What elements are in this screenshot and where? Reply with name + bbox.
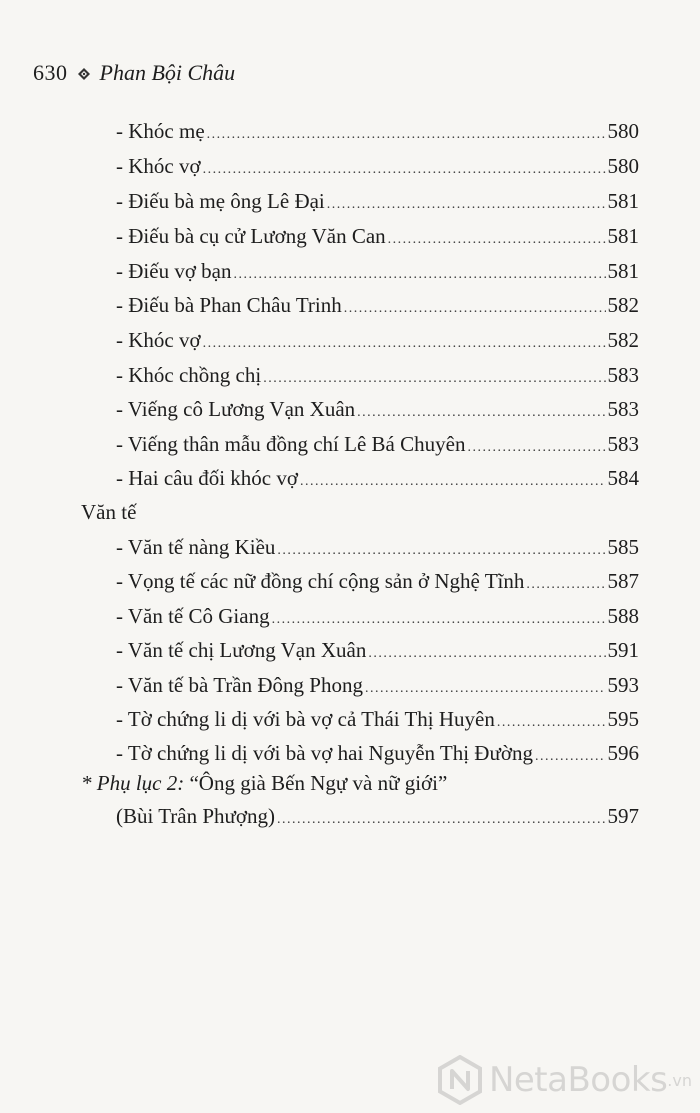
toc-entry-page: 582 (607, 328, 639, 352)
toc-entry-page: 580 (607, 119, 639, 143)
toc-entry-page: 595 (607, 707, 639, 731)
toc-entry (116, 118, 639, 148)
toc-entry-title: - Khóc chồng chị (116, 363, 262, 387)
toc-entry-title: - Văn tế Cô Giang (116, 604, 270, 628)
toc-entry-title: - Khóc vợ (116, 154, 201, 178)
toc-entry-title: - Điếu bà mẹ ông Lê Đại (116, 189, 325, 213)
dot-leader (497, 710, 606, 736)
dot-leader (327, 192, 606, 218)
dot-leader (263, 366, 605, 392)
toc-entry-title: - Điếu vợ bạn (116, 259, 232, 283)
toc-entry-title: - Viếng thân mẫu đồng chí Lê Bá Chuyên (116, 432, 466, 456)
page-number: 630 (33, 60, 68, 85)
toc-entry-page: 581 (607, 189, 639, 213)
dot-leader (272, 607, 606, 633)
dot-leader (368, 641, 605, 667)
toc-entry-page: 582 (607, 293, 639, 317)
toc-entry-title: - Điếu bà cụ cử Lương Văn Can (116, 224, 386, 248)
toc-entry-page: 588 (607, 604, 639, 628)
toc-entry (116, 396, 639, 426)
toc-entry (116, 431, 639, 461)
dot-leader (388, 227, 606, 253)
toc-entry-title: (Bùi Trân Phượng) (116, 804, 276, 828)
toc-entry-page: 591 (607, 638, 639, 662)
hexagon-logo-icon (437, 1055, 483, 1105)
toc-entry-title: - Khóc vợ (116, 328, 201, 352)
toc-entry (116, 188, 639, 218)
toc-entry (116, 803, 639, 833)
watermark (437, 1055, 692, 1105)
dot-leader (365, 676, 606, 702)
toc-entry (116, 327, 639, 357)
toc-entry-page: 583 (607, 397, 639, 421)
toc-entry-title: - Viếng cô Lương Vạn Xuân (116, 397, 356, 421)
toc-entry-page: 583 (607, 432, 639, 456)
appendix-label: * Phụ lục 2: (81, 771, 185, 795)
toc-entry-page: 596 (607, 741, 639, 765)
toc-entry-title: - Văn tế chị Lương Vạn Xuân (116, 638, 367, 662)
toc-entry (116, 706, 639, 736)
dot-leader (277, 538, 605, 564)
toc-entry-title: - Hai câu đối khóc vợ (116, 466, 298, 490)
toc-entry-page: 587 (607, 569, 639, 593)
toc-entry (116, 603, 639, 633)
dot-leader (357, 400, 605, 426)
watermark-tld: .vn (667, 1070, 692, 1090)
appendix-title: “Ông già Bến Ngự và nữ giới” (184, 771, 448, 795)
dot-leader (234, 262, 606, 288)
appendix-heading (81, 770, 447, 796)
dot-leader (467, 435, 605, 461)
dot-leader (344, 296, 606, 322)
toc-entry (116, 534, 639, 564)
toc-entry (116, 740, 639, 770)
toc-entry-page: 581 (607, 224, 639, 248)
toc-entry-page: 584 (607, 466, 639, 490)
toc-entry-page: 580 (607, 154, 639, 178)
toc-entry-title: - Điếu bà Phan Châu Trinh (116, 293, 342, 317)
toc-entry (116, 568, 639, 598)
toc-entry-page: 581 (607, 259, 639, 283)
dot-leader (207, 122, 606, 148)
dot-leader (277, 807, 605, 833)
toc-entry (116, 465, 639, 495)
toc-entry-title: - Khóc mẹ (116, 119, 205, 143)
dot-leader (300, 469, 606, 495)
toc-entry-title: - Văn tế nàng Kiều (116, 535, 276, 559)
watermark-text: NetaBooks (488, 1060, 668, 1100)
toc-entry (116, 153, 639, 183)
toc-entry-title: - Tờ chứng li dị với bà vợ cả Thái Thị Huyên (116, 707, 495, 731)
toc-entry-title: - Vọng tế các nữ đồng chí cộng sản ở Nghệ Tĩnh (116, 569, 525, 593)
toc-entry-page: 593 (607, 673, 639, 697)
toc-entry (116, 362, 639, 392)
toc-entry-title: - Văn tế bà Trần Đông Phong (116, 673, 363, 697)
toc-entry-title: - Tờ chứng li dị với bà vợ hai Nguyễn Thị Đường (116, 741, 533, 765)
toc-entry-page: 597 (607, 804, 639, 828)
toc-entry (116, 258, 639, 288)
toc-entry-page: 583 (607, 363, 639, 387)
dot-leader (203, 331, 606, 357)
dot-leader (535, 744, 606, 770)
toc-entry (116, 292, 639, 322)
toc-entry-page: 585 (607, 535, 639, 559)
toc-entry (116, 637, 639, 667)
toc-entry (116, 672, 639, 702)
dot-leader (203, 157, 606, 183)
running-title: Phan Bội Châu (99, 60, 236, 85)
toc-entry (116, 223, 639, 253)
section-heading: Văn tế (81, 500, 137, 524)
dot-leader (526, 572, 605, 598)
